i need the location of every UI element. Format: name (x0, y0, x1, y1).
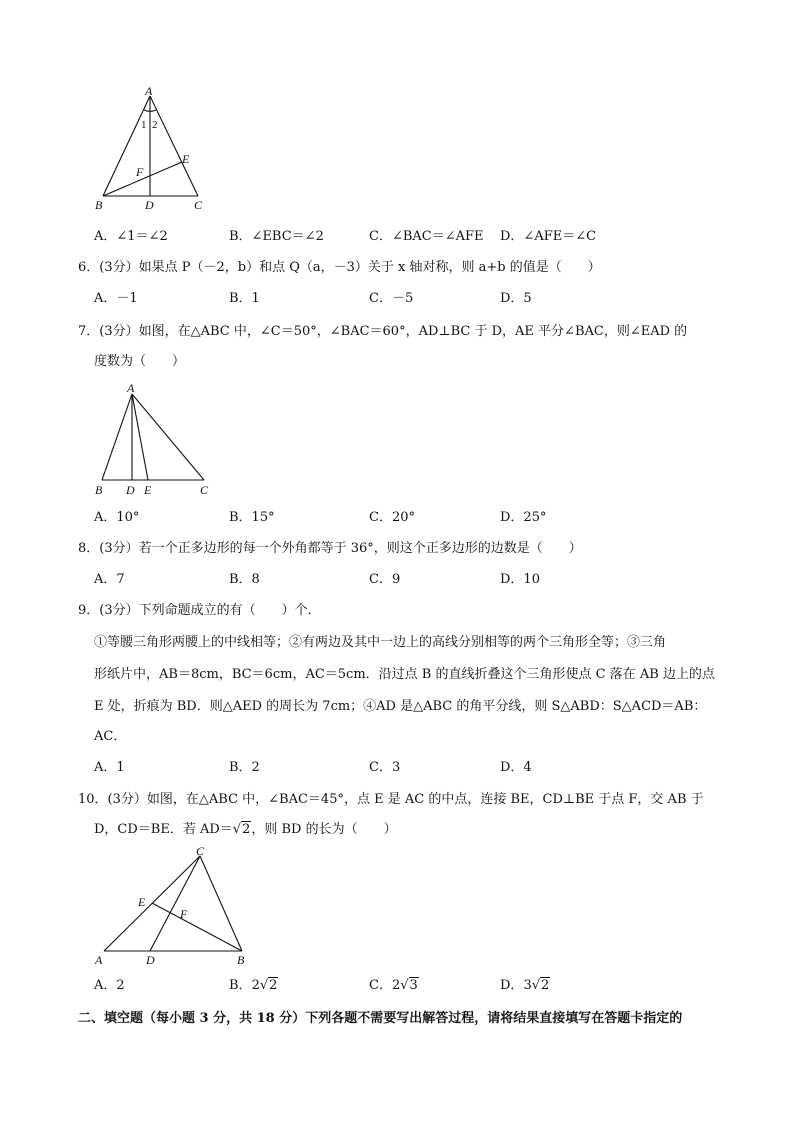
q10-stem-line1: 10．(3分）如图，在△ABC 中，∠BAC＝45°，点 E 是 AC 的中点，连接 BE，CD⊥BE 于点 F，交 AB 于 (78, 792, 704, 807)
q7-label-e: E (144, 483, 152, 497)
q10-option-b (229, 977, 278, 995)
q8-option-a: A．7 (94, 572, 125, 587)
q10-option-d-radicand: 2 (541, 978, 550, 993)
q10-option-c-coef: 2 (391, 978, 401, 993)
q5-option-b: B．∠EBC＝∠2 (229, 229, 324, 244)
figure-q10 (90, 846, 260, 971)
section-2-heading: 二、填空题（每小题 3 分，共 18 分）下列各题不需要写出解答过程，请将结果直接填写在答题卡指定的 (78, 1011, 683, 1026)
sqrt-radicand: 2 (242, 822, 251, 837)
angle-2-label: 2 (152, 119, 158, 131)
q9-option-a: A．1 (94, 760, 125, 775)
q10-option-c-letter: C． (369, 978, 392, 993)
q8-option-b: B．8 (229, 572, 260, 587)
q10-option-d-coef: 3 (523, 978, 532, 993)
q9-option-b: B．2 (229, 760, 260, 775)
q10-label-e: E (138, 895, 146, 909)
q7-stem-line2: 度数为（ ） (94, 354, 186, 369)
q10-label-b: B (237, 953, 245, 967)
q7-label-b: B (95, 483, 103, 497)
label-b: B (95, 198, 103, 212)
q10-stem-line2 (94, 821, 397, 839)
q9-stem-line4: E 处，折痕为 BD．则△AED 的周长为 7cm；④AD 是△ABC 的角平分线，则 S△ABD：S△ACD＝AB： (94, 699, 707, 714)
q10-option-b-letter: B． (229, 978, 252, 993)
label-e: E (182, 152, 190, 166)
q10-stem-line2-suffix: ，则 BD 的长为（ ） (251, 822, 397, 837)
q10-option-d (500, 977, 550, 995)
q7-label-d: D (126, 483, 135, 497)
q7-stem-line1: 7．(3分）如图，在△ABC 中，∠C＝50°，∠BAC＝60°，AD⊥BC 于 D，AE 平分∠BAC，则∠EAD 的 (78, 324, 688, 339)
q6-option-c: C．－5 (369, 291, 414, 306)
q10-option-c (369, 977, 419, 995)
q9-option-c: C．3 (369, 760, 401, 775)
q10-option-c-radicand: 3 (409, 978, 418, 993)
figure-q5 (90, 84, 220, 214)
q10-option-b-radicand: 2 (269, 978, 278, 993)
q7-option-b: B．15° (229, 510, 275, 525)
q8-option-d: D．10 (500, 572, 540, 587)
q5-option-a: A．∠1＝∠2 (94, 229, 168, 244)
q9-stem-line1: 9．(3分）下列命题成立的有（ ）个． (78, 603, 321, 618)
q9-stem-line3: 形纸片中，AB＝8cm，BC＝6cm，AC＝5cm．沿过点 B 的直线折叠这个三角形使点 C 落在 AB 边上的点 (94, 667, 715, 682)
label-d: D (145, 198, 154, 212)
label-c: C (194, 198, 203, 212)
q10-stem-line2-prefix: D，CD＝BE．若 AD＝ (94, 822, 233, 837)
sqrt-sign: √ (531, 978, 541, 993)
q7-option-c: C．20° (369, 510, 415, 525)
sqrt-sign: √ (232, 822, 242, 837)
q10-label-a: A (95, 953, 103, 967)
q8-option-c: C．9 (369, 572, 401, 587)
q9-stem-line5: AC． (94, 729, 127, 744)
q7-option-a: A．10° (94, 510, 140, 525)
q10-option-a: A．2 (94, 978, 125, 993)
q8-stem: 8．(3分）若一个正多边形的每一个外角都等于 36°，则这个正多边形的边数是（ ） (78, 541, 582, 556)
q7-option-d: D．25° (500, 510, 547, 525)
angle-1-label: 1 (141, 119, 147, 131)
q5-option-c: C．∠BAC＝∠AFE (369, 229, 484, 244)
q9-stem-line2: ①等腰三角形两腰上的中线相等；②有两边及其中一边上的高线分别相等的两个三角形全等；③三角 (94, 635, 667, 650)
label-f: F (136, 165, 144, 179)
q6-option-b: B．1 (229, 291, 260, 306)
q10-label-c: C (196, 844, 205, 858)
figure-q7 (90, 382, 220, 500)
q9-option-d: D．4 (500, 760, 532, 775)
q10-label-d: D (146, 953, 155, 967)
sqrt-sign: √ (400, 978, 409, 993)
q7-label-c: C (200, 483, 209, 497)
q6-option-d: D．5 (500, 291, 532, 306)
q7-label-a: A (127, 381, 135, 395)
q10-option-d-letter: D． (500, 978, 524, 993)
q10-option-b-coef: 2 (251, 978, 260, 993)
q5-option-d: D．∠AFE＝∠C (500, 229, 597, 244)
q6-option-a: A．－1 (94, 291, 138, 306)
label-a: A (145, 84, 153, 98)
q10-label-f: F (180, 907, 188, 921)
q6-stem: 6．(3分）如果点 P（－2，b）和点 Q（a，－3）关于 x 轴对称，则 a+b 的值是（ ） (78, 260, 601, 275)
sqrt-sign: √ (259, 978, 269, 993)
